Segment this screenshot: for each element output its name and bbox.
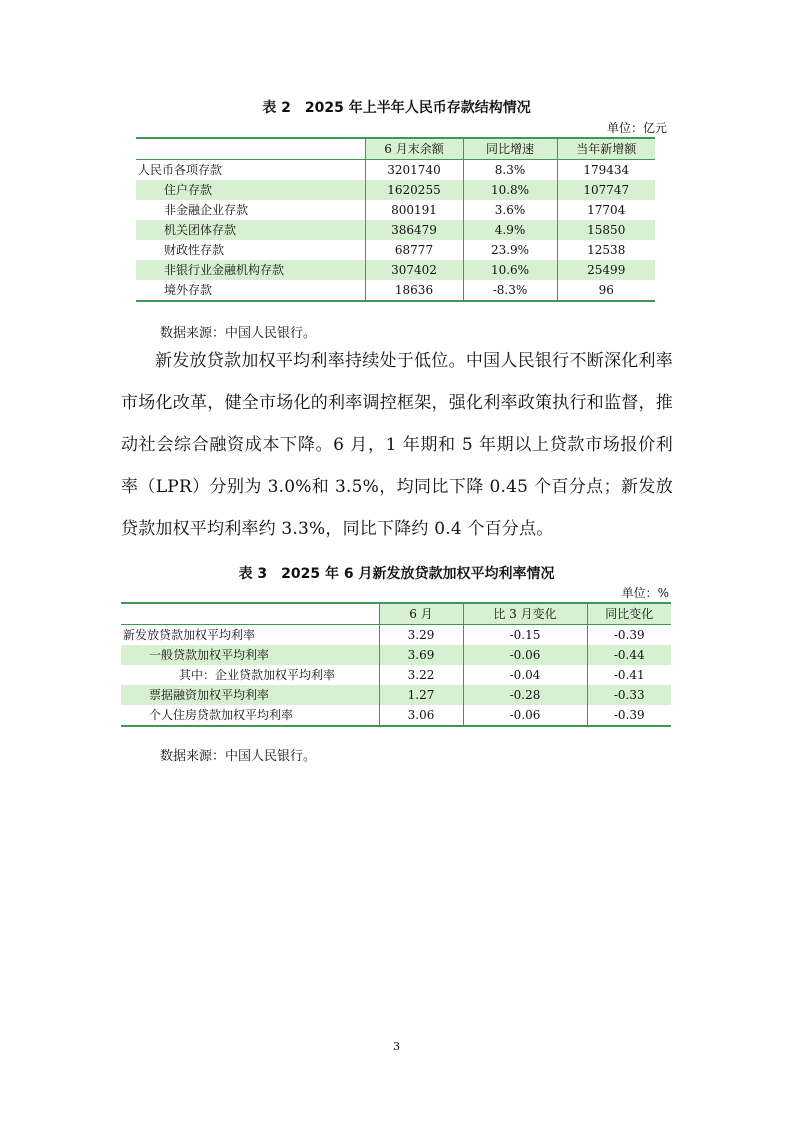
table-row (121, 665, 671, 685)
table-row (136, 280, 655, 301)
table2-title: 表 2 2025 年上半年人民币存款结构情况 (262, 100, 531, 116)
row-label: 个人住房贷款加权平均利率 (149, 708, 294, 722)
cell-value: 800191 (365, 200, 463, 220)
table2-header-new: 当年新增额 (557, 138, 655, 160)
table3-header-row (121, 603, 671, 625)
table-row (121, 705, 671, 726)
cell-value: -0.06 (463, 705, 587, 726)
table3-header-blank (121, 603, 379, 625)
row-label: 一般贷款加权平均利率 (121, 645, 379, 665)
table2-header-row (136, 138, 655, 160)
table-row (136, 160, 655, 181)
cell-value: 3201740 (365, 160, 463, 181)
row-label: 境外存款 (164, 283, 213, 297)
row-label: 新发放贷款加权平均利率 (123, 628, 256, 642)
table2-header-blank (136, 138, 365, 160)
table-row (121, 645, 671, 665)
table3-source: 数据来源：中国人民银行。 (160, 749, 317, 764)
cell-value: 10.8% (463, 180, 557, 200)
cell-value: -0.06 (463, 645, 587, 665)
cell-value: 107747 (557, 180, 655, 200)
cell-value: -0.28 (463, 685, 587, 705)
cell-value: 17704 (557, 200, 655, 220)
cell-value: -0.15 (463, 625, 587, 646)
row-label: 财政性存款 (164, 243, 225, 257)
cell-value: -0.44 (587, 645, 671, 665)
body-paragraph: 新发放贷款加权平均利率持续处于低位。中国人民银行不断深化利率市场化改革，健全市场化的利率调控框架，强化利率政策执行和监督，推动社会综合融资成本下降。6 月，1 年期和 5 年期以上贷款市场报价利率（LPR）分别为 3.0%和 3.5%，均同比下降 0.45 个百分点；新发放贷款加权平均利率约 3.3%，同比下降约 0.4 个百分点。 (121, 351, 673, 539)
row-label: 机关团体存款 (136, 220, 365, 240)
table-row (121, 625, 671, 646)
cell-value: -0.33 (587, 685, 671, 705)
table3-title: 表 3 2025 年 6 月新发放贷款加权平均利率情况 (238, 566, 555, 582)
table2-source: 数据来源：中国人民银行。 (160, 326, 317, 341)
table-row (136, 260, 655, 280)
cell-value: 96 (557, 280, 655, 301)
row-label: 非金融企业存款 (164, 203, 249, 217)
table2-header-balance: 6 月末余额 (365, 138, 463, 160)
table2-unit: 单位：亿元 (606, 121, 667, 135)
cell-value: 3.6% (463, 200, 557, 220)
cell-value: -0.04 (463, 665, 587, 685)
cell-value: 18636 (365, 280, 463, 301)
cell-value: 3.69 (379, 645, 463, 665)
cell-value: 386479 (365, 220, 463, 240)
cell-value: 8.3% (463, 160, 557, 181)
cell-value: 3.06 (379, 705, 463, 726)
cell-value: 1620255 (365, 180, 463, 200)
table3 (121, 602, 671, 727)
cell-value: 307402 (365, 260, 463, 280)
table-row (136, 220, 655, 240)
table3-header-yoy: 同比变化 (587, 603, 671, 625)
row-label: 住户存款 (136, 180, 365, 200)
cell-value: -0.39 (587, 705, 671, 726)
cell-value: 4.9% (463, 220, 557, 240)
cell-value: -0.41 (587, 665, 671, 685)
cell-value: 25499 (557, 260, 655, 280)
row-label: 票据融资加权平均利率 (121, 685, 379, 705)
cell-value: 23.9% (463, 240, 557, 260)
table-row (136, 200, 655, 220)
table2 (136, 137, 655, 302)
cell-value: 3.29 (379, 625, 463, 646)
cell-value: -0.39 (587, 625, 671, 646)
table-row (136, 180, 655, 200)
cell-value: 3.22 (379, 665, 463, 685)
cell-value: 179434 (557, 160, 655, 181)
row-label: 其中：企业贷款加权平均利率 (179, 668, 336, 682)
table-row (121, 685, 671, 705)
cell-value: 15850 (557, 220, 655, 240)
table-row (136, 240, 655, 260)
page-number: 3 (393, 1040, 400, 1053)
table3-unit: 单位：% (621, 586, 669, 600)
cell-value: -8.3% (463, 280, 557, 301)
cell-value: 12538 (557, 240, 655, 260)
row-label: 人民币各项存款 (138, 163, 223, 177)
cell-value: 68777 (365, 240, 463, 260)
table2-header-growth: 同比增速 (463, 138, 557, 160)
table3-header-vs-march: 比 3 月变化 (463, 603, 587, 625)
cell-value: 10.6% (463, 260, 557, 280)
row-label: 非银行业金融机构存款 (136, 260, 365, 280)
table3-header-june: 6 月 (379, 603, 463, 625)
cell-value: 1.27 (379, 685, 463, 705)
